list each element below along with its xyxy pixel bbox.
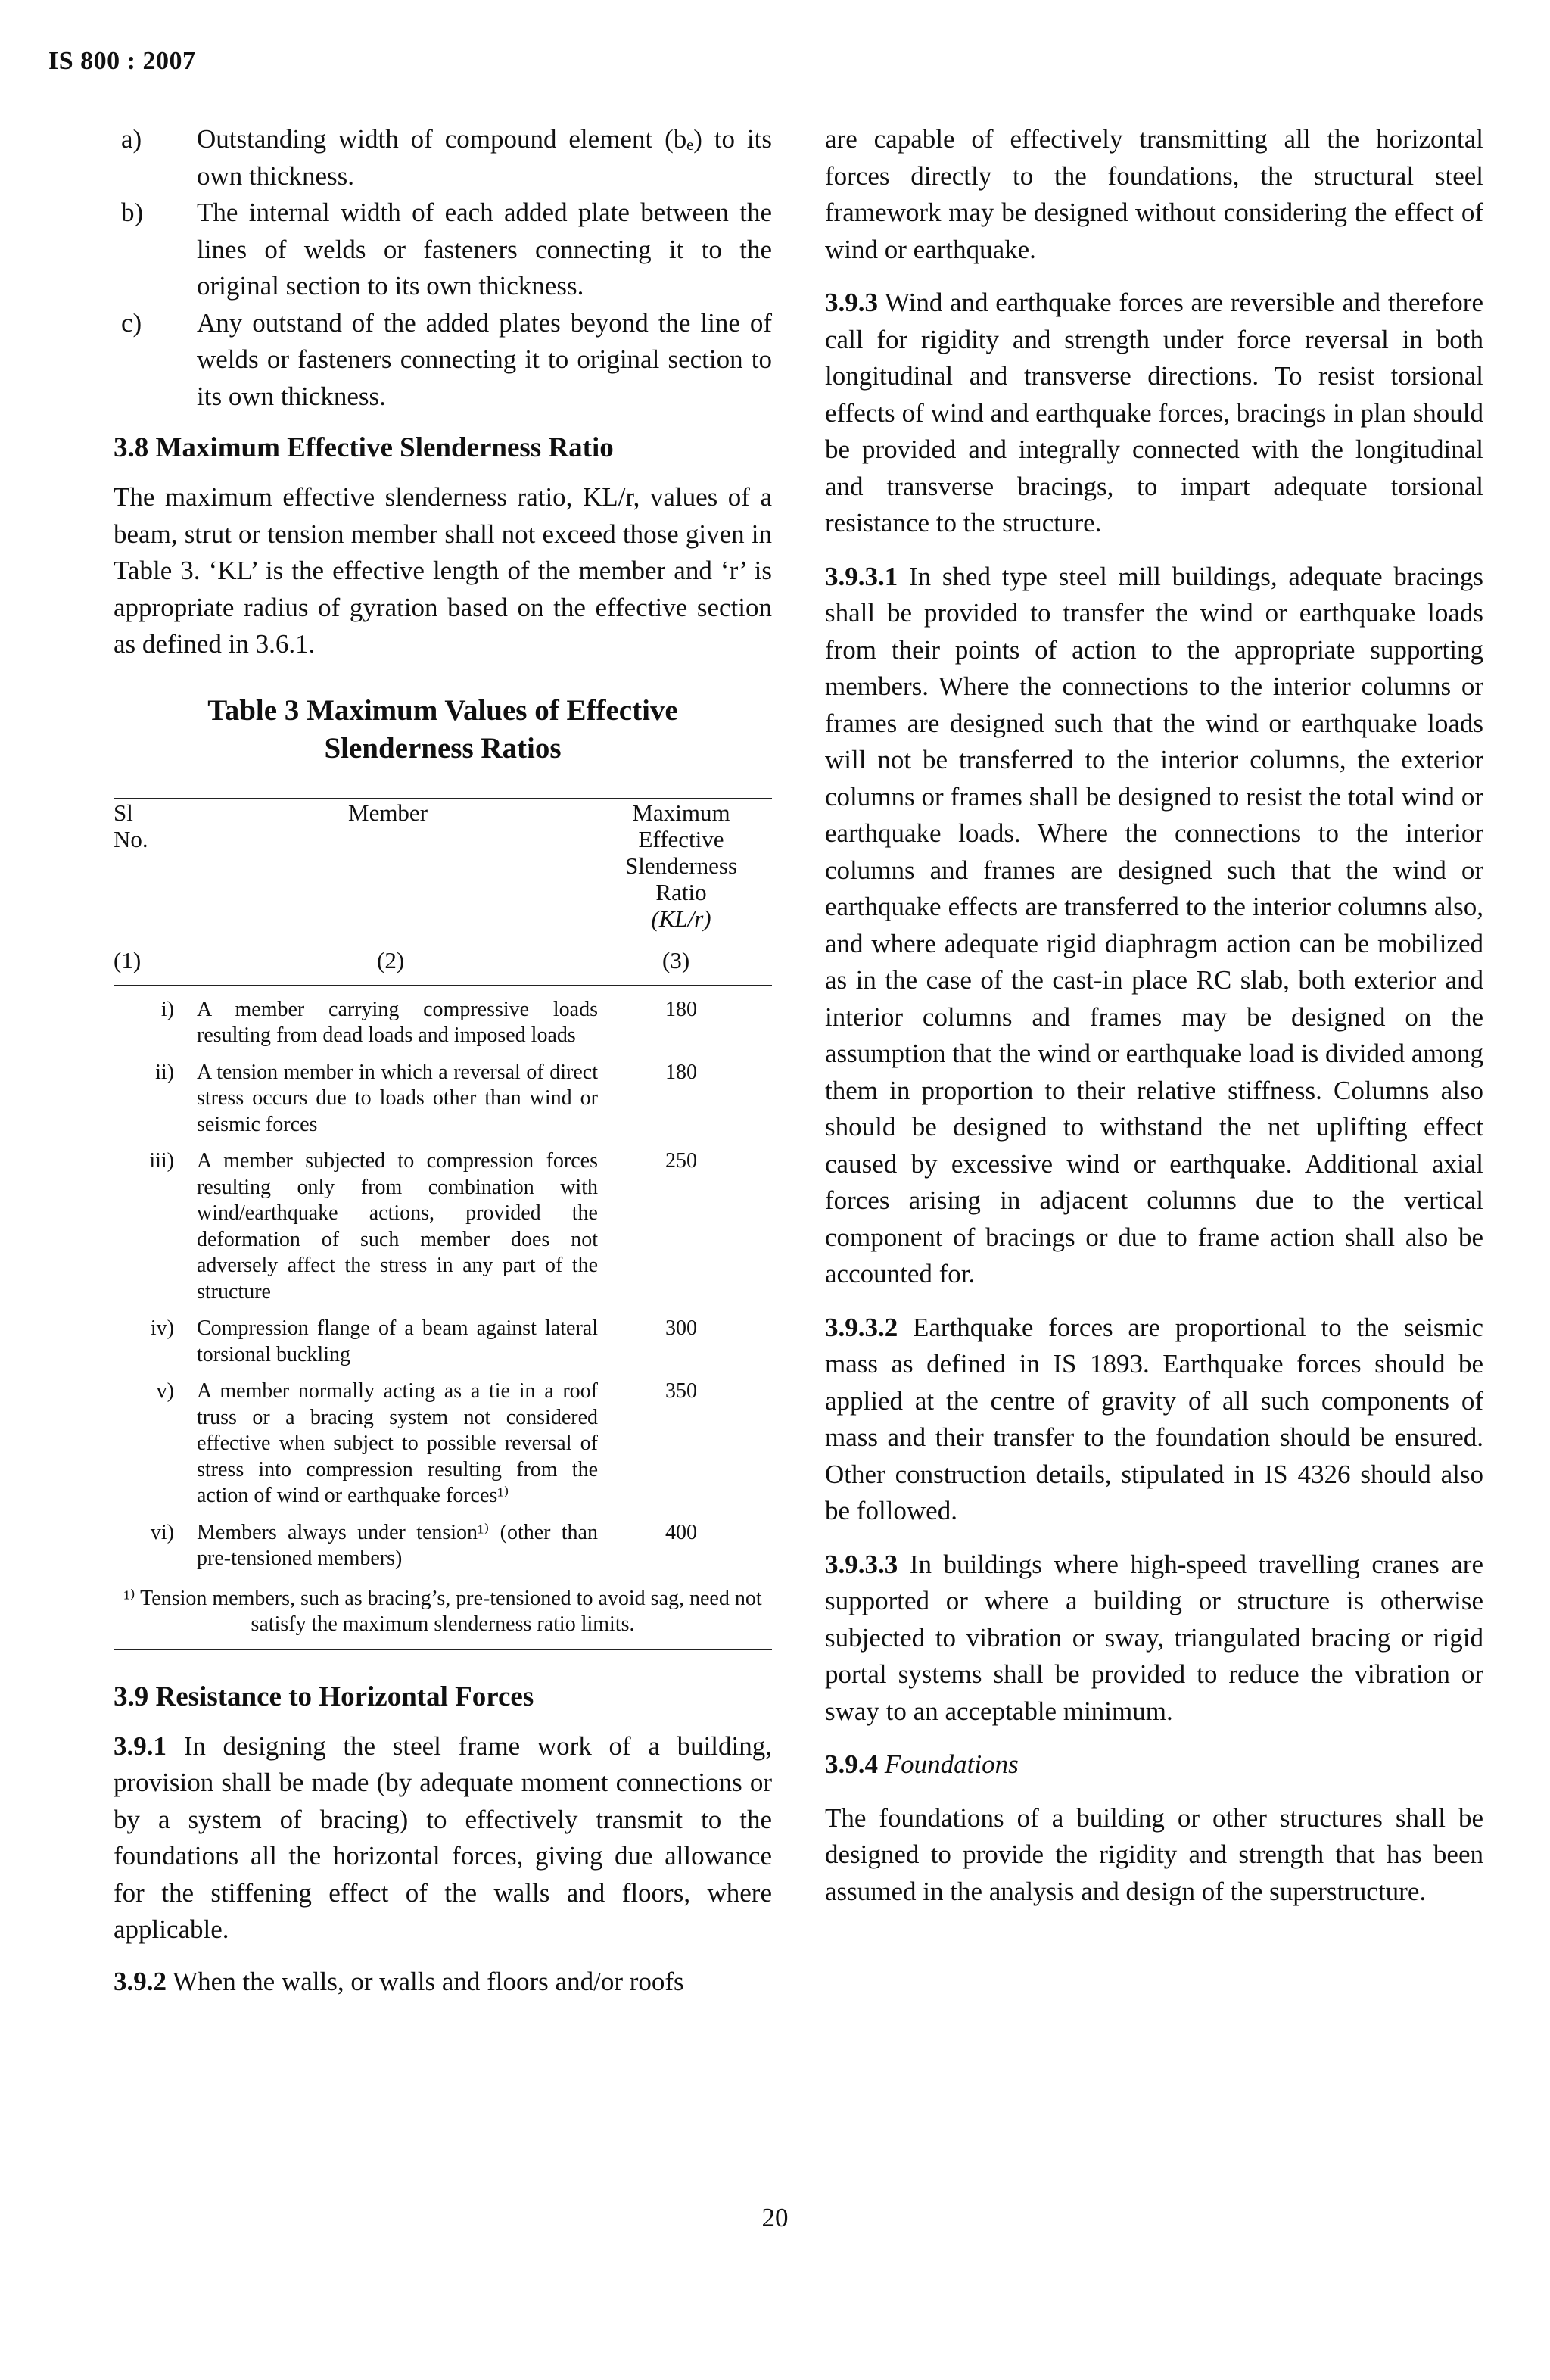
table-bottom-rule <box>114 1649 772 1650</box>
row-member: A tension member in which a reversal of direct stress occurs due to loads other than wind or seismic forces <box>197 1060 598 1136</box>
paragraph-3-9-2 <box>114 1964 772 2001</box>
table-title-line: Slenderness Ratios <box>324 731 562 765</box>
row-member: Compression flange of a beam against lateral torsional buckling <box>197 1316 598 1366</box>
section-number: 3.9 <box>114 1681 149 1712</box>
clause-number: 3.9.3.3 <box>825 1549 898 1579</box>
table-row <box>114 1520 772 1572</box>
table-title <box>114 692 772 768</box>
column-number-2: (2) <box>377 946 405 973</box>
row-number: ii) <box>155 1060 174 1084</box>
clause-number: 3.9.1 <box>114 1730 167 1761</box>
clause-number: 3.9.3.1 <box>825 561 898 591</box>
list-item <box>114 195 772 305</box>
paragraph-3-9-3 <box>825 285 1483 542</box>
row-ratio: 180 <box>665 1060 697 1084</box>
right-column <box>825 121 1483 1910</box>
header-line: No. <box>114 825 148 852</box>
clause-text: When the walls, or walls and floors and/or roofs <box>173 1966 684 1996</box>
clause-number: 3.9.3 <box>825 288 878 317</box>
column-number-1: (1) <box>114 946 142 973</box>
clause-text: Earthquake forces are proportional to the seismic mass as defined in IS 1893. Earthquake forces should be applied at the centre of gravity of all such components of mass and their transfer to the foundation should be ensured. Other construction details, stipulated in IS 4326 should also be followed. <box>825 1312 1484 1525</box>
list-item-text: The internal width of each added plate between the lines of welds or fasteners connecting it to the original section to its own thickness. <box>197 198 772 301</box>
list-item <box>114 121 772 195</box>
row-ratio: 300 <box>665 1316 697 1340</box>
paragraph-3-9-3-2 <box>825 1310 1483 1530</box>
heading-3-9-4 <box>825 1746 1483 1783</box>
paragraph-3-9-2-continued: are capable of effectively transmitting all the horizontal forces directly to the foundations, the structural steel framework may be designed without considering the effect of wind or earthquake. <box>825 124 1483 264</box>
element-list <box>114 121 772 415</box>
row-ratio: 180 <box>665 997 697 1021</box>
row-number: vi) <box>150 1520 174 1544</box>
table-row <box>114 1148 772 1305</box>
row-ratio: 250 <box>665 1149 697 1173</box>
clause-number: 3.9.3.2 <box>825 1312 898 1342</box>
clause-title: Foundations <box>884 1749 1019 1779</box>
paragraph-3-9-1 <box>114 1728 772 1949</box>
header-line: Maximum <box>632 799 730 826</box>
clause-text: Wind and earthquake forces are reversible and therefore call for rigidity and strength under force reversal in both longitudinal and transverse directions. To resist torsional effects of wind and earthquake forces, bracings in plan should be provided and integrally connected with the longitudinal and transverse bracings, to impart adequate torsional resistance to the structure. <box>825 288 1483 537</box>
clause-text: In buildings where high-speed travelling cranes are supported or where a building or structure is otherwise subjected to vibration or sway, triangulated bracing or rigid portal systems shall be provided to reduce the vibration or sway to an acceptable minimum. <box>825 1549 1484 1726</box>
section-title: Resistance to Horizontal Forces <box>155 1681 534 1712</box>
page-number: 20 <box>761 2203 789 2232</box>
clause-text: In shed type steel mill buildings, adequate bracings shall be provided to transfer the wind or earthquake loads from their points of action to the appropriate supporting members. Where the connections to the interior columns or frames are designed such that the wind or earthquake loads will not be transferred to the interior columns, the exterior columns or frames shall be designed to resist the total wind or earthquake loads. Where the connections to the interior columns and frames are designed such that the wind or earthquake effects are transferred to the interior columns also, and where adequate rigid diaphragm action can be mobilized as in the case of the cast-in place RC slab, both exterior and interior columns and frames may be designed on the assumption that the wind or earthquake load is divided among them in proportion to their relative stiffness. Columns also should be designed to withstand the net uplifting effect caused by excessive wind or earthquake. Additional axial forces arising in adjacent columns due to the vertical component of bracings or due to frame action shall also be accounted for. <box>825 561 1483 1288</box>
column-number-3: (3) <box>662 946 690 973</box>
paragraph-3-9-3-3 <box>825 1547 1483 1730</box>
section-heading-3-9 <box>114 1681 772 1713</box>
table-row <box>114 1316 772 1368</box>
paragraph-3-9-4: The foundations of a building or other structures shall be designed to provide the rigidity and strength that has been assumed in the analysis and design of the superstructure. <box>825 1802 1483 1906</box>
row-ratio: 350 <box>665 1379 697 1403</box>
left-column <box>114 121 772 2000</box>
list-item-text: Outstanding width of compound element (bₑ) to its own thickness. <box>197 124 772 191</box>
list-item-label: b) <box>121 198 144 227</box>
row-ratio: 400 <box>665 1520 697 1544</box>
header-line: Ratio <box>655 878 707 905</box>
table-row <box>114 997 772 1049</box>
table-row <box>114 1060 772 1139</box>
table-header <box>114 799 772 985</box>
row-number: iii) <box>149 1149 174 1173</box>
column-header-sl-no <box>114 799 148 852</box>
column-header-member: Member <box>348 799 428 826</box>
row-number: v) <box>156 1379 174 1403</box>
list-item-label: c) <box>121 307 142 338</box>
list-item-label: a) <box>121 124 142 154</box>
list-item-text: Any outstand of the added plates beyond the line of welds or fasteners connecting it to original section to its own thickness. <box>197 307 772 411</box>
row-member: Members always under tension¹⁾ (other than pre-tensioned members) <box>197 1520 598 1570</box>
section-3-8-body: The maximum effective slenderness ratio, KL/r, values of a beam, strut or tension member shall not exceed those given in Table 3. ‘KL’ is the effective length of the member and ‘r’ is appropriate radius of gyration based on the effective section as defined in 3.6.1. <box>114 482 772 659</box>
header-line: Slenderness <box>624 852 738 879</box>
row-member: A member normally acting as a tie in a roof truss or a bracing system not considered effective when subject to possible reversal of stress into compression resulting from the action of wind or earthquake forces¹⁾ <box>197 1379 598 1507</box>
section-heading-3-8 <box>114 431 772 464</box>
clause-text: In designing the steel frame work of a building, provision shall be made (by adequate moment connections or by a system of bracing) to effectively transmit to the foundations all the horizontal forces, giving due allowance for the stiffening effect of the walls and floors, where applicable. <box>114 1730 772 1944</box>
table-row <box>114 1378 772 1509</box>
header-line: Sl <box>114 799 133 826</box>
table-header-rule <box>114 985 772 986</box>
section-number: 3.8 <box>114 432 149 463</box>
header-line: Effective <box>638 825 724 852</box>
row-member: A member subjected to compression forces resulting only from combination with wind/earthquake actions, provided the deformation of such member does not adversely affect the stress in any part of the structure <box>197 1149 598 1304</box>
section-title: Maximum Effective Slenderness Ratio <box>155 432 614 463</box>
document-header: IS 800 : 2007 <box>48 47 196 75</box>
row-number: i) <box>160 997 174 1021</box>
list-item <box>114 305 772 416</box>
header-line: (KL/r) <box>651 905 711 932</box>
row-member: A member carrying compressive loads resulting from dead loads and imposed loads <box>197 997 598 1047</box>
table-footnote: ¹⁾ Tension members, such as bracing’s, pre-tensioned to avoid sag, need not satisfy the maximum slenderness ratio limits. <box>123 1586 762 1636</box>
row-number: iv) <box>150 1316 174 1340</box>
clause-number: 3.9.4 <box>825 1749 878 1779</box>
table-3 <box>114 692 772 1650</box>
column-header-ratio <box>605 799 757 932</box>
clause-number: 3.9.2 <box>114 1966 167 1996</box>
table-title-line: Table 3 Maximum Values of Effective <box>207 693 678 727</box>
paragraph-3-9-3-1 <box>825 559 1483 1293</box>
